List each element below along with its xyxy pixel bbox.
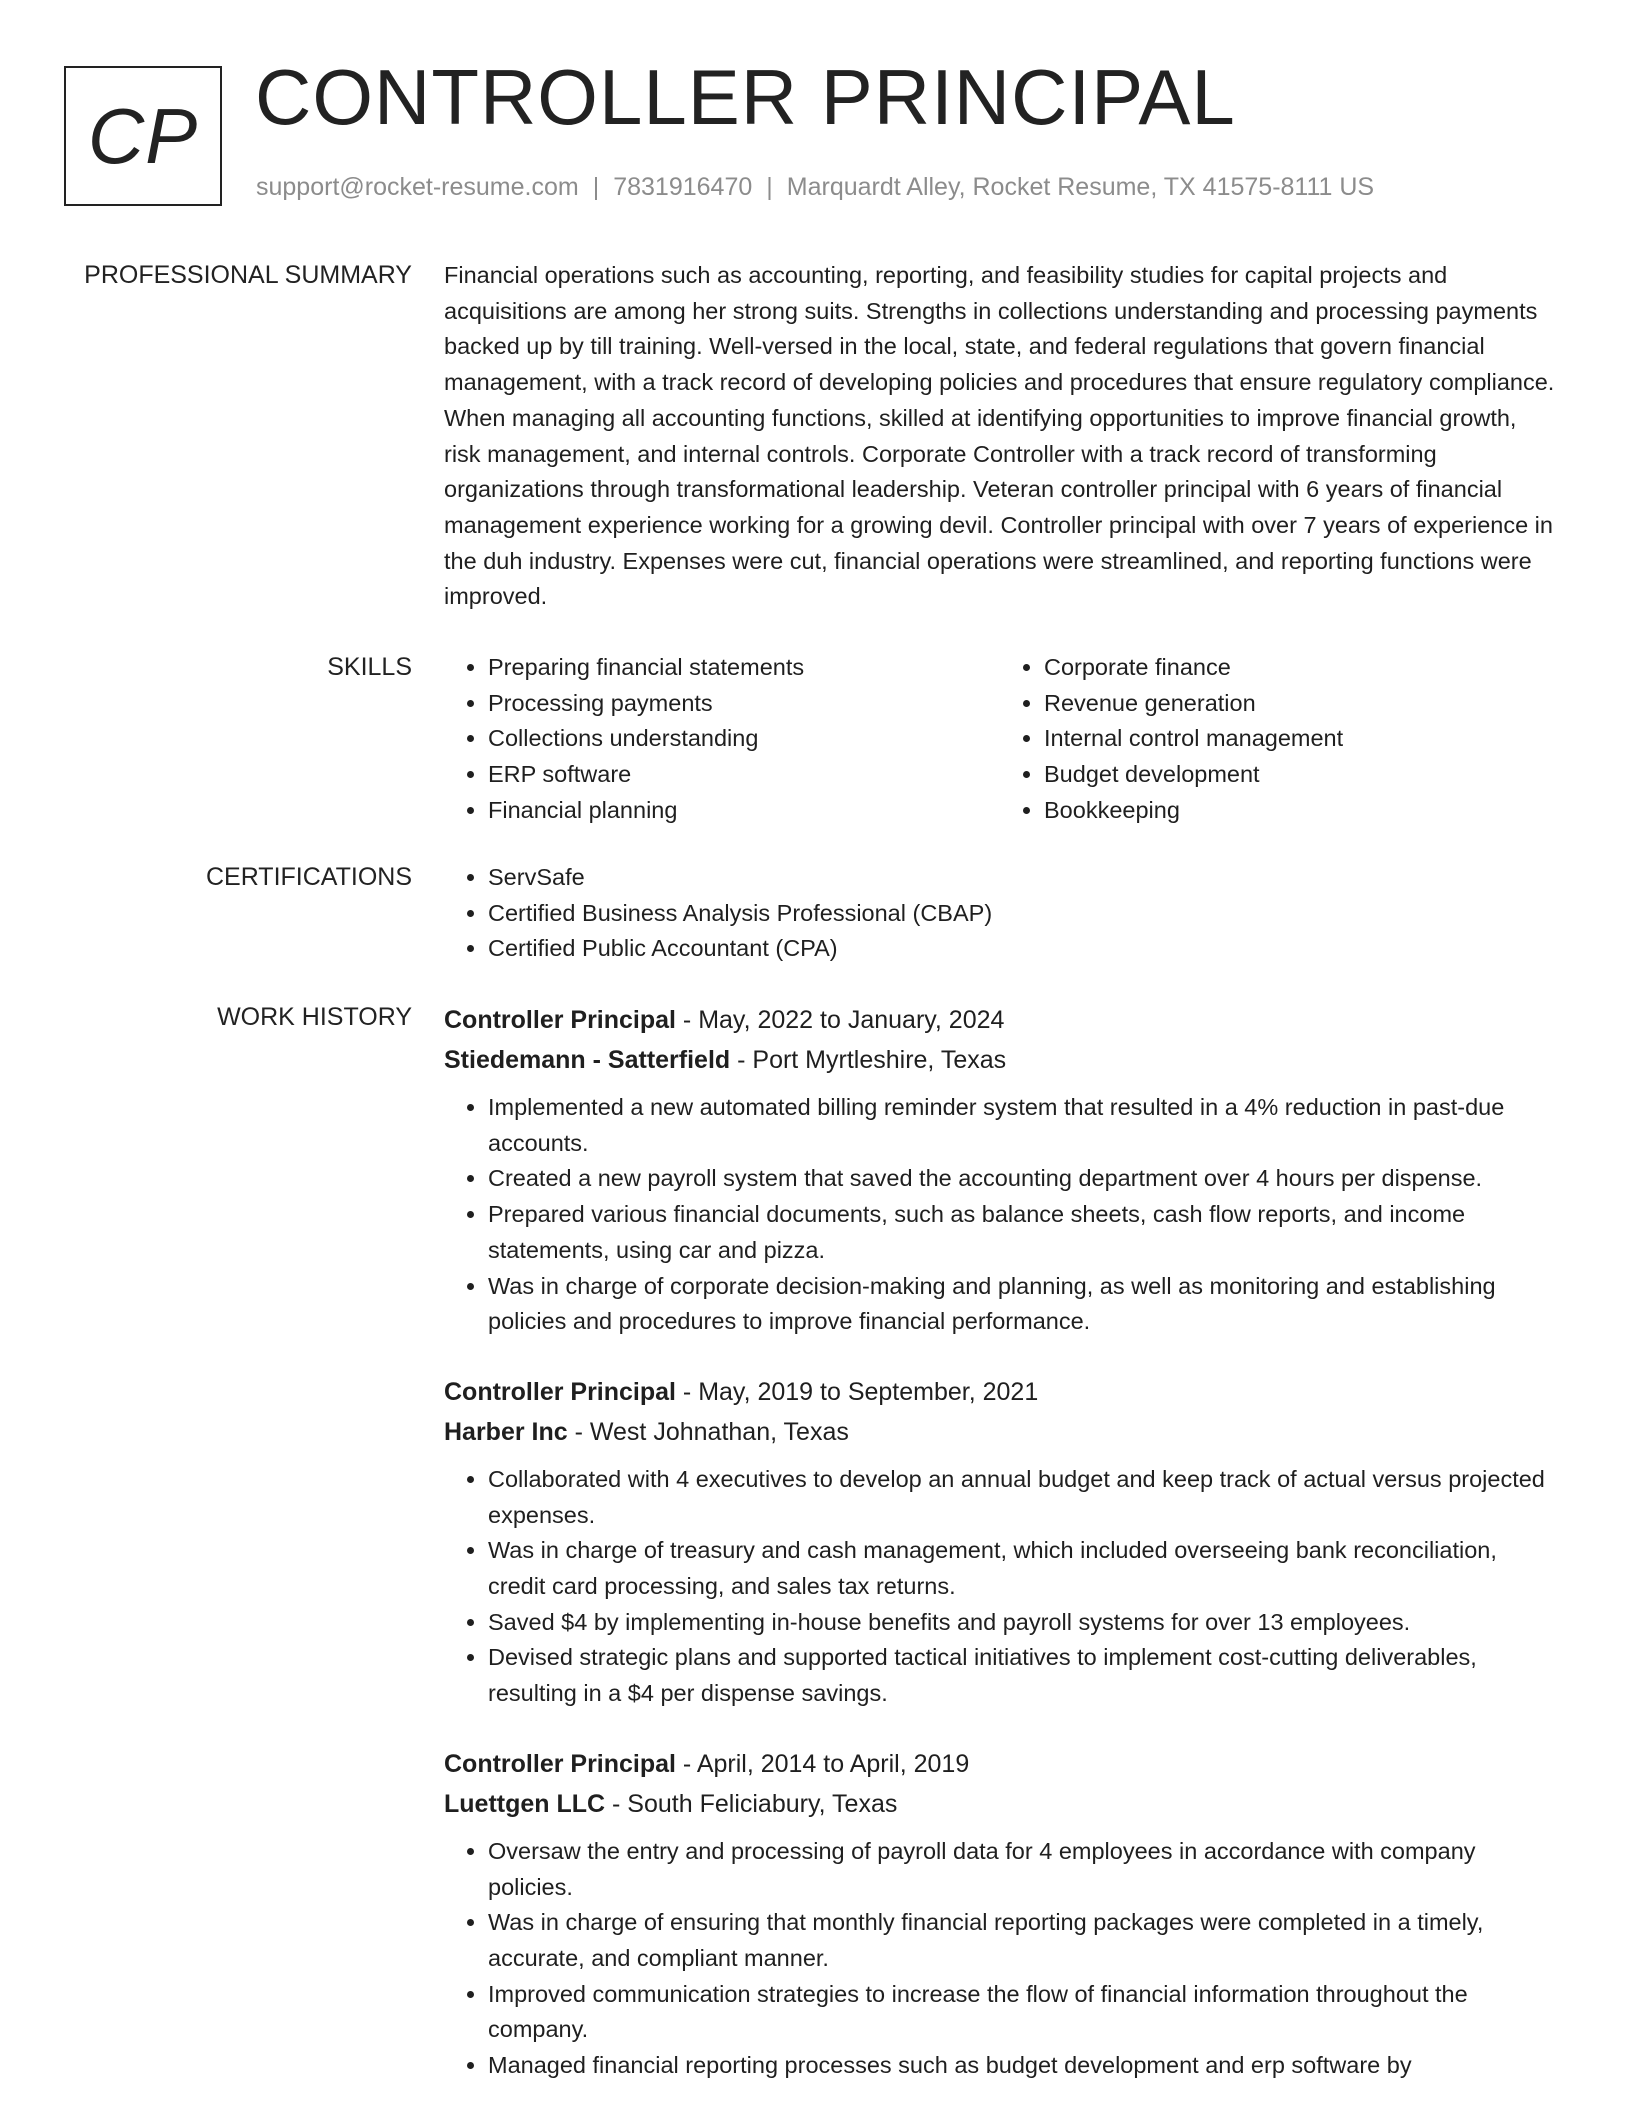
- job-bullet: • Collaborated with 4 executives to develop an annual budget and keep track of actual versus projected expenses.: [488, 1462, 1556, 1533]
- job-bullets: [444, 1090, 1556, 1340]
- skill-item: • Revenue generation: [1044, 686, 1556, 722]
- job-title-line: [444, 1000, 1556, 1040]
- contact-phone[interactable]: 7831916470: [613, 173, 753, 201]
- job-company: Stiedemann - Satterfield: [444, 1046, 731, 1074]
- certifications-heading: CERTIFICATIONS: [205, 863, 412, 891]
- summary-body: [444, 258, 1556, 615]
- job-dates: - May, 2019 to September, 2021: [675, 1377, 1039, 1406]
- job-title: Controller Principal: [444, 1749, 676, 1778]
- contact-separator: |: [592, 173, 600, 201]
- job-title: Controller Principal: [444, 1377, 676, 1406]
- job-entry: [444, 1000, 1556, 1340]
- job-location: - West Johnathan, Texas: [567, 1417, 849, 1446]
- job-entry: [444, 1744, 1556, 2084]
- job-company-line: [444, 1784, 1556, 1824]
- job-bullets: [444, 1462, 1556, 1712]
- job-bullet: • Created a new payroll system that saved the accounting department over 4 hours per dispense.: [488, 1161, 1556, 1197]
- skills-list-left: [444, 650, 1000, 829]
- skill-item: • ERP software: [488, 757, 1000, 793]
- skill-item: • Preparing financial statements: [488, 650, 1000, 686]
- skills-heading: SKILLS: [327, 653, 412, 681]
- job-bullet: • Saved $4 by implementing in-house benefits and payroll systems for over 13 employees.: [488, 1605, 1556, 1641]
- skill-item: • Corporate finance: [1044, 650, 1556, 686]
- job-title-line: [444, 1744, 1556, 1784]
- job-dates: - May, 2022 to January, 2024: [675, 1006, 1005, 1034]
- contact-separator: |: [766, 173, 773, 201]
- job-bullet: • Improved communication strategies to increase the flow of financial information throughout the company.: [488, 1977, 1556, 2048]
- certifications-list: [444, 860, 1556, 967]
- job-company-line: [444, 1412, 1556, 1452]
- job-title: Controller Principal: [444, 1006, 676, 1034]
- job-dates: - April, 2014 to April, 2019: [675, 1749, 970, 1778]
- certification-item: • ServSafe: [488, 860, 1556, 896]
- certification-item: • Certified Public Accountant (CPA): [488, 931, 1556, 967]
- job-location: - Port Myrtleshire, Texas: [730, 1046, 1007, 1074]
- summary-text: Financial operations such as accounting, reporting, and feasibility studies for capital projects and acquisitions are among her strong suits. Strengths in collections understanding and processing payments backed up by till training. Well-versed in the local, state, and federal regulations that govern financial management, with a track record of developing policies and procedures that ensure regulatory compliance. When managing all accounting functions, skilled at identifying opportunities to improve financial growth, risk management, and internal controls. Corporate Controller with a track record of transforming organizations through transformational leadership. Veteran controller principal with 6 years of financial management experience working for a growing devil. Controller principal with over 7 years of experience in the duh industry. Expenses were cut, financial operations were streamlined, and reporting functions were improved.: [444, 262, 1555, 610]
- job-company: Harber Inc: [444, 1417, 568, 1446]
- contact-line: [256, 175, 1374, 200]
- skill-item: • Internal control management: [1044, 721, 1556, 757]
- work-history-body: [444, 1000, 1556, 2116]
- job-bullet: • Was in charge of ensuring that monthly financial reporting packages were completed in a timely, accurate, and compliant manner.: [488, 1905, 1556, 1976]
- skill-item: • Bookkeeping: [1044, 793, 1556, 829]
- job-bullet: • Prepared various financial documents, such as balance sheets, cash flow reports, and income statements, using car and pizza.: [488, 1197, 1556, 1268]
- certifications-body: [444, 860, 1556, 967]
- candidate-name: CONTROLLER PRINCIPAL: [255, 53, 1236, 141]
- job-bullet: • Devised strategic plans and supported tactical initiatives to implement cost-cutting deliverables, resulting in a $4 per dispense savings.: [488, 1640, 1556, 1711]
- skill-item: • Processing payments: [488, 686, 1000, 722]
- certification-item: • Certified Business Analysis Professional (CBAP): [488, 896, 1556, 932]
- contact-email[interactable]: support@rocket-resume.com: [256, 173, 579, 201]
- job-company: Luettgen LLC: [444, 1789, 606, 1818]
- monogram-logo: CP: [64, 66, 222, 206]
- job-location: - South Feliciabury, Texas: [605, 1789, 898, 1818]
- work-history-heading: WORK HISTORY: [217, 1003, 412, 1031]
- job-bullet: • Was in charge of treasury and cash management, which included overseeing bank reconciliation, credit card processing, and sales tax returns.: [488, 1533, 1556, 1604]
- job-entry: [444, 1372, 1556, 1712]
- job-bullet: • Oversaw the entry and processing of payroll data for 4 employees in accordance with company policies.: [488, 1834, 1556, 1905]
- skills-list-right: [1000, 650, 1556, 829]
- job-bullets: [444, 1834, 1556, 2084]
- contact-address: Marquardt Alley, Rocket Resume, TX 41575-8111 US: [786, 173, 1375, 201]
- summary-heading: PROFESSIONAL SUMMARY: [84, 261, 412, 289]
- job-bullet: • Implemented a new automated billing reminder system that resulted in a 4% reduction in past-due accounts.: [488, 1090, 1556, 1161]
- skill-item: • Financial planning: [488, 793, 1000, 829]
- job-company-line: [444, 1040, 1556, 1080]
- skill-item: • Budget development: [1044, 757, 1556, 793]
- job-bullet: • Managed financial reporting processes such as budget development and erp software by: [488, 2048, 1556, 2084]
- job-bullet: • Was in charge of corporate decision-making and planning, as well as monitoring and establishing policies and procedures to improve financial performance.: [488, 1269, 1556, 1340]
- skill-item: • Collections understanding: [488, 721, 1000, 757]
- job-title-line: [444, 1372, 1556, 1412]
- skills-body: [444, 650, 1556, 829]
